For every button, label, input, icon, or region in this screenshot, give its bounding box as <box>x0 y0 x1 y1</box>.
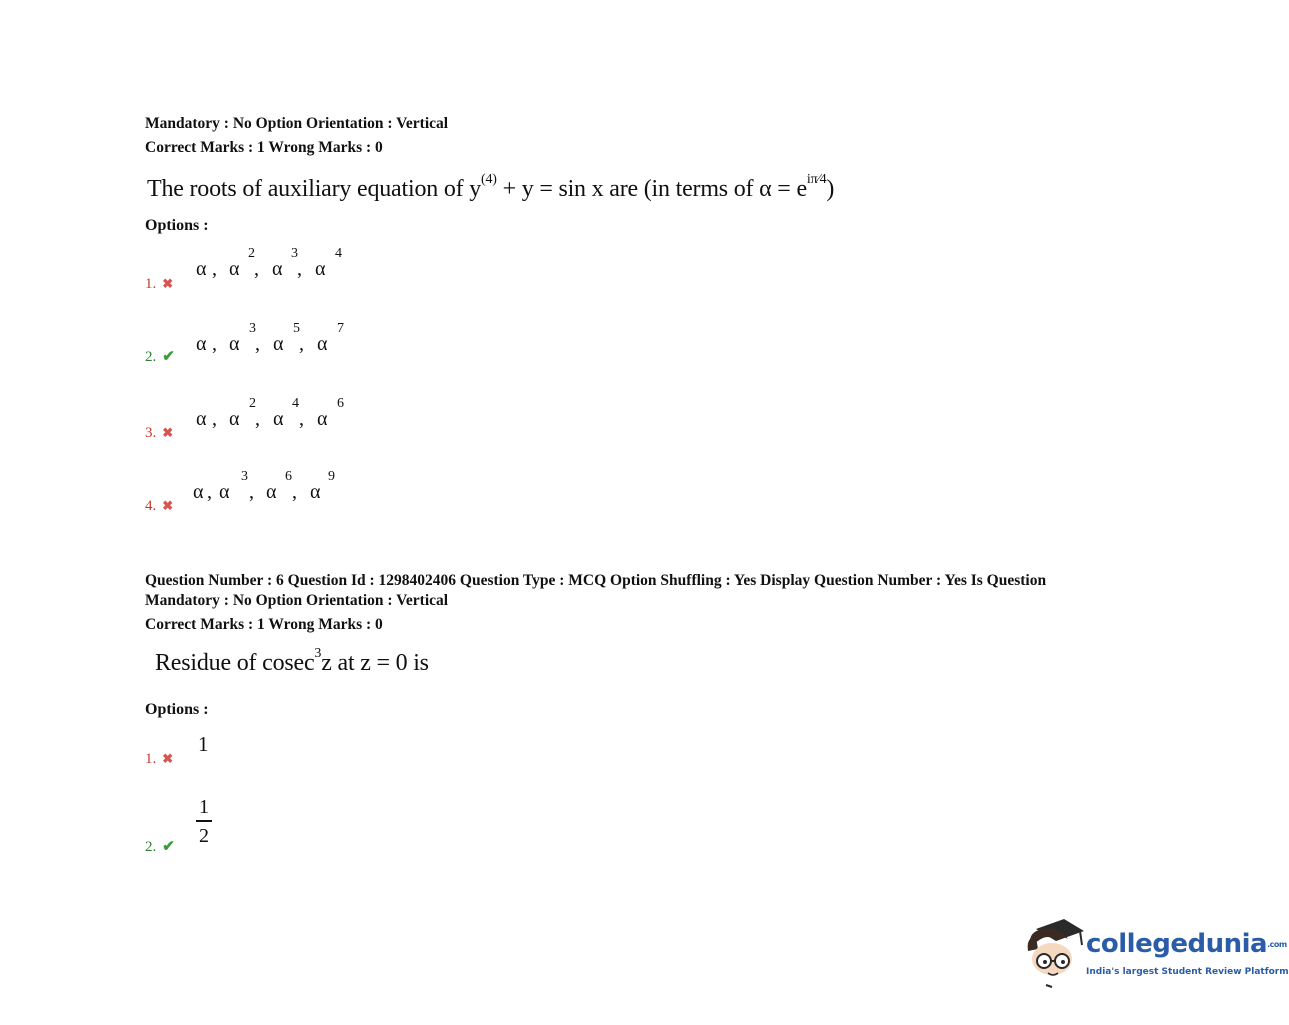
wrong-icon: ✖ <box>162 751 174 766</box>
fraction-numerator: 1 <box>199 796 209 818</box>
q6-options-label: Options : <box>145 701 209 718</box>
check-icon: ✔ <box>162 839 175 855</box>
q5-option-2-number: 2. ✔ <box>145 349 175 365</box>
wrong-icon: ✖ <box>162 498 174 513</box>
fraction-bar <box>196 820 212 822</box>
wrong-icon: ✖ <box>162 276 174 291</box>
q5-meta-line-2: Correct Marks : 1 Wrong Marks : 0 <box>145 139 383 156</box>
check-icon: ✔ <box>162 349 175 365</box>
q6-meta-line-2: Mandatory : No Option Orientation : Vertical <box>145 592 449 609</box>
q5-options-label: Options : <box>145 217 209 234</box>
fraction-denominator: 2 <box>199 824 209 847</box>
q6-meta-line-1: Question Number : 6 Question Id : 1298402406 Question Type : MCQ Option Shuffling : Yes Display Question Number : Yes Is Question <box>145 572 1047 589</box>
q6-option-1-number: 1. ✖ <box>145 751 174 767</box>
logo-wordmark: collegedunia.com <box>1086 929 1287 959</box>
q5-question-text: The roots of auxiliary equation of $y^{(4)} + y = \sin x$ are (in terms of $\alpha = e^{i\pi⁄4}$) <box>147 172 835 202</box>
q6-option-1-value: 1 <box>198 732 209 756</box>
q5-option-4-number: 4. ✖ <box>145 498 174 514</box>
q5-option-1-number: 1. ✖ <box>145 276 174 292</box>
wrong-icon: ✖ <box>162 425 174 440</box>
q6-question-text: Residue of cosec$^3$z at z = 0 is <box>155 646 429 676</box>
q6-meta-line-3: Correct Marks : 1 Wrong Marks : 0 <box>145 616 383 633</box>
logo-tagline: India's largest Student Review Platform <box>1086 967 1289 977</box>
q6-option-2-fraction <box>196 798 212 845</box>
mascot-icon <box>1022 915 1088 993</box>
q6-option-2-number: 2. ✔ <box>145 839 175 855</box>
q5-option-3-number: 3. ✖ <box>145 425 174 441</box>
q5-meta-line-1: Mandatory : No Option Orientation : Vertical <box>145 115 449 132</box>
collegedunia-logo <box>1022 915 1289 995</box>
